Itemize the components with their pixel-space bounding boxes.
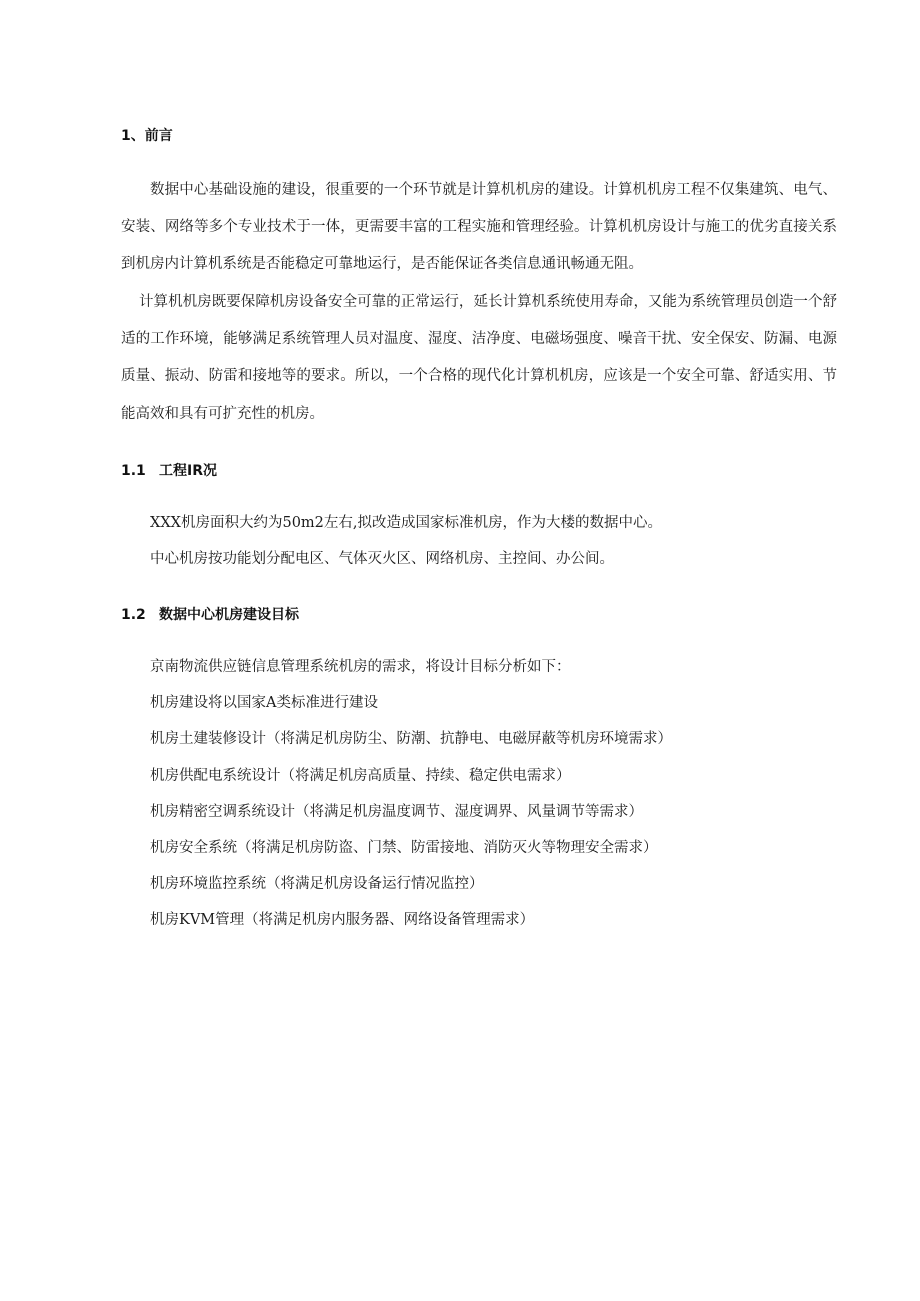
section-1-2-number: 1.2: [121, 607, 146, 623]
goal-item: 机房精密空调系统设计（将满足机房温度调节、湿度调界、风量调节等需求）: [150, 803, 643, 820]
section-1-number: 1、: [121, 128, 145, 144]
section-1-2-title: 数据中心机房建设目标: [159, 607, 299, 623]
goals-intro: 京南物流供应链信息管理系统机房的需求，将设计目标分析如下：: [150, 659, 571, 675]
intro-paragraph-1: 数据中心基础设施的建设，很重要的一个环节就是计算机机房的建设。计算机机房工程不仅集建筑、电气、安装、网络等多个专业技术于一体，更需要丰富的工程实施和管理经验。计算机机房设计与施工的优劣直接关系到机房内计算机系统是否能稳定可靠地运行，是否能保证各类信息通讯畅通无阻。: [121, 182, 837, 273]
section-1-2-heading: [121, 606, 299, 624]
goal-item: 机房供配电系统设计（将满足机房高质量、持续、稳定供电需求）: [150, 767, 571, 784]
section-1-1-heading: [121, 462, 217, 480]
goal-item: 机房环境监控系统（将满足机房设备运行情况监控）: [150, 876, 484, 893]
overview-line-2: 中心机房按功能划分配电区、气体灭火区、网络机房、主控间、办公间。: [150, 551, 614, 567]
section-1-heading: [121, 127, 173, 145]
intro-paragraph-2: 计算机机房既要保障机房设备安全可靠的正常运行，延长计算机系统使用寿命，又能为系统管理员创造一个舒适的工作环境，能够满足系统管理人员对温度、湿度、洁净度、电磁场强度、噪音干扰、安全保安、防漏、电源质量、振动、防雷和接地等的要求。所以，一个合格的现代化计算机机房，应该是一个安全可靠、舒适实用、节能高效和具有可扩充性的机房。: [121, 294, 837, 422]
goals-list: [150, 658, 672, 948]
section-1-1-number: 1.1: [121, 463, 146, 479]
goal-item: 机房建设将以国家A类标准进行建设: [150, 695, 378, 712]
section-1-title: 前言: [144, 128, 173, 144]
goal-item: 机房安全系统（将满足机房防盗、门禁、防雷接地、消防灭火等物理安全需求）: [150, 839, 658, 856]
goal-item: 机房土建装修设计（将满足机房防尘、防潮、抗静电、电磁屏蔽等机房环境需求）: [150, 731, 672, 748]
goal-item: 机房KVM管理（将满足机房内服务器、网络设备管理需求）: [150, 912, 535, 929]
overview-line-1: XXX机房面积大约为50m2左右,拟改造成国家标准机房，作为大楼的数据中心。: [150, 515, 663, 531]
section-1-1-title: 工程IR况: [159, 463, 217, 479]
